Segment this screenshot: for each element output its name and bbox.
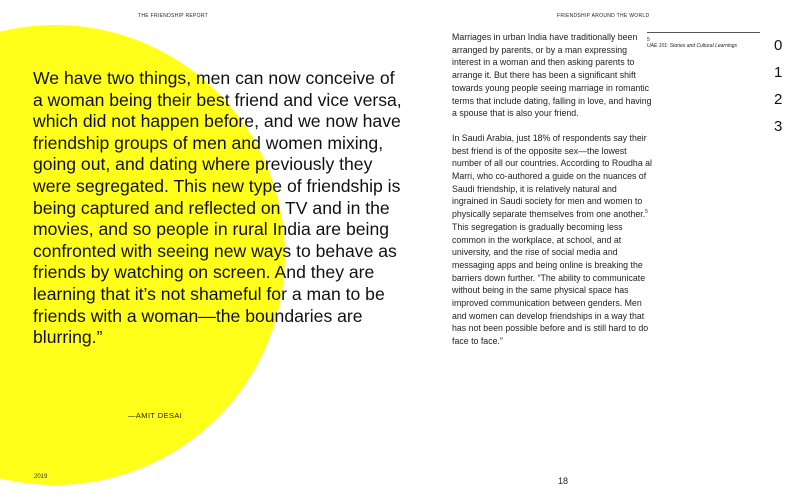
- page-number: 18: [558, 476, 569, 486]
- body-paragraph-2-end: This segregation is gradually becoming less common in the workplace, at school, and at university, and the rise of social media and messaging apps and being online is breaking the barriers down further. “The ability to communicate without being in the same physical space has improved communication between genders. Men and women can develop friendships in a way that has not been possible before and is still hard to do face to face.”: [452, 221, 649, 347]
- chapter-number: 1: [774, 64, 783, 81]
- body-paragraph-1: Marriages in urban India have traditionally been arranged by parents, or by a man expressing interest in a woman and then asking parents to arrange it. But there has been a significant shift towards young people seeing marriage in romantic terms that include dating, falling in love, and having a spouse that is also your friend.: [452, 32, 652, 119]
- chapter-number: 3: [774, 118, 783, 135]
- footer-year: 2019: [34, 474, 48, 480]
- pull-quote: We have two things, men can now conceive of a woman being their best friend and vice versa, which did not happen before, and we now have friendship groups of men and women mixing, going out, and dating where previously they were segregated. This new type of friendship is being captured and reflected on TV and in the movies, and so people in rural India are being confronted with seeing new ways to behave as friends by watching on screen. And they are learning that it’s not shameful for a man to be friends with a woman—the boundaries are blurring.”: [33, 68, 402, 348]
- sidenote-title: UAE 101: Stories and Cultural Learnings: [647, 43, 738, 49]
- chapter-number: 2: [774, 91, 783, 108]
- footnote-reference: 5: [645, 209, 648, 216]
- body-paragraph-2: [452, 132, 652, 348]
- quote-attribution: —AMIT DESAI: [128, 411, 183, 420]
- running-head-left: THE FRIENDSHIP REPORT: [138, 13, 209, 19]
- sidenote-number: 5: [647, 37, 650, 43]
- running-head-right: FRIENDSHIP AROUND THE WORLD: [557, 13, 650, 19]
- chapter-index: [774, 32, 782, 140]
- body-text: [452, 31, 652, 360]
- sidenote: [647, 32, 760, 49]
- body-paragraph-2-start: In Saudi Arabia, just 18% of respondents say their best friend is of the opposite sex—the lowest number of all our countries. According to Roudha al Marri, who co-authored a guide on the nuances of Saudi friendship, it is relatively natural and ingrained in Saudi society for men and women to physically separate themselves from one another.: [452, 132, 653, 220]
- chapter-number: 0: [774, 37, 783, 54]
